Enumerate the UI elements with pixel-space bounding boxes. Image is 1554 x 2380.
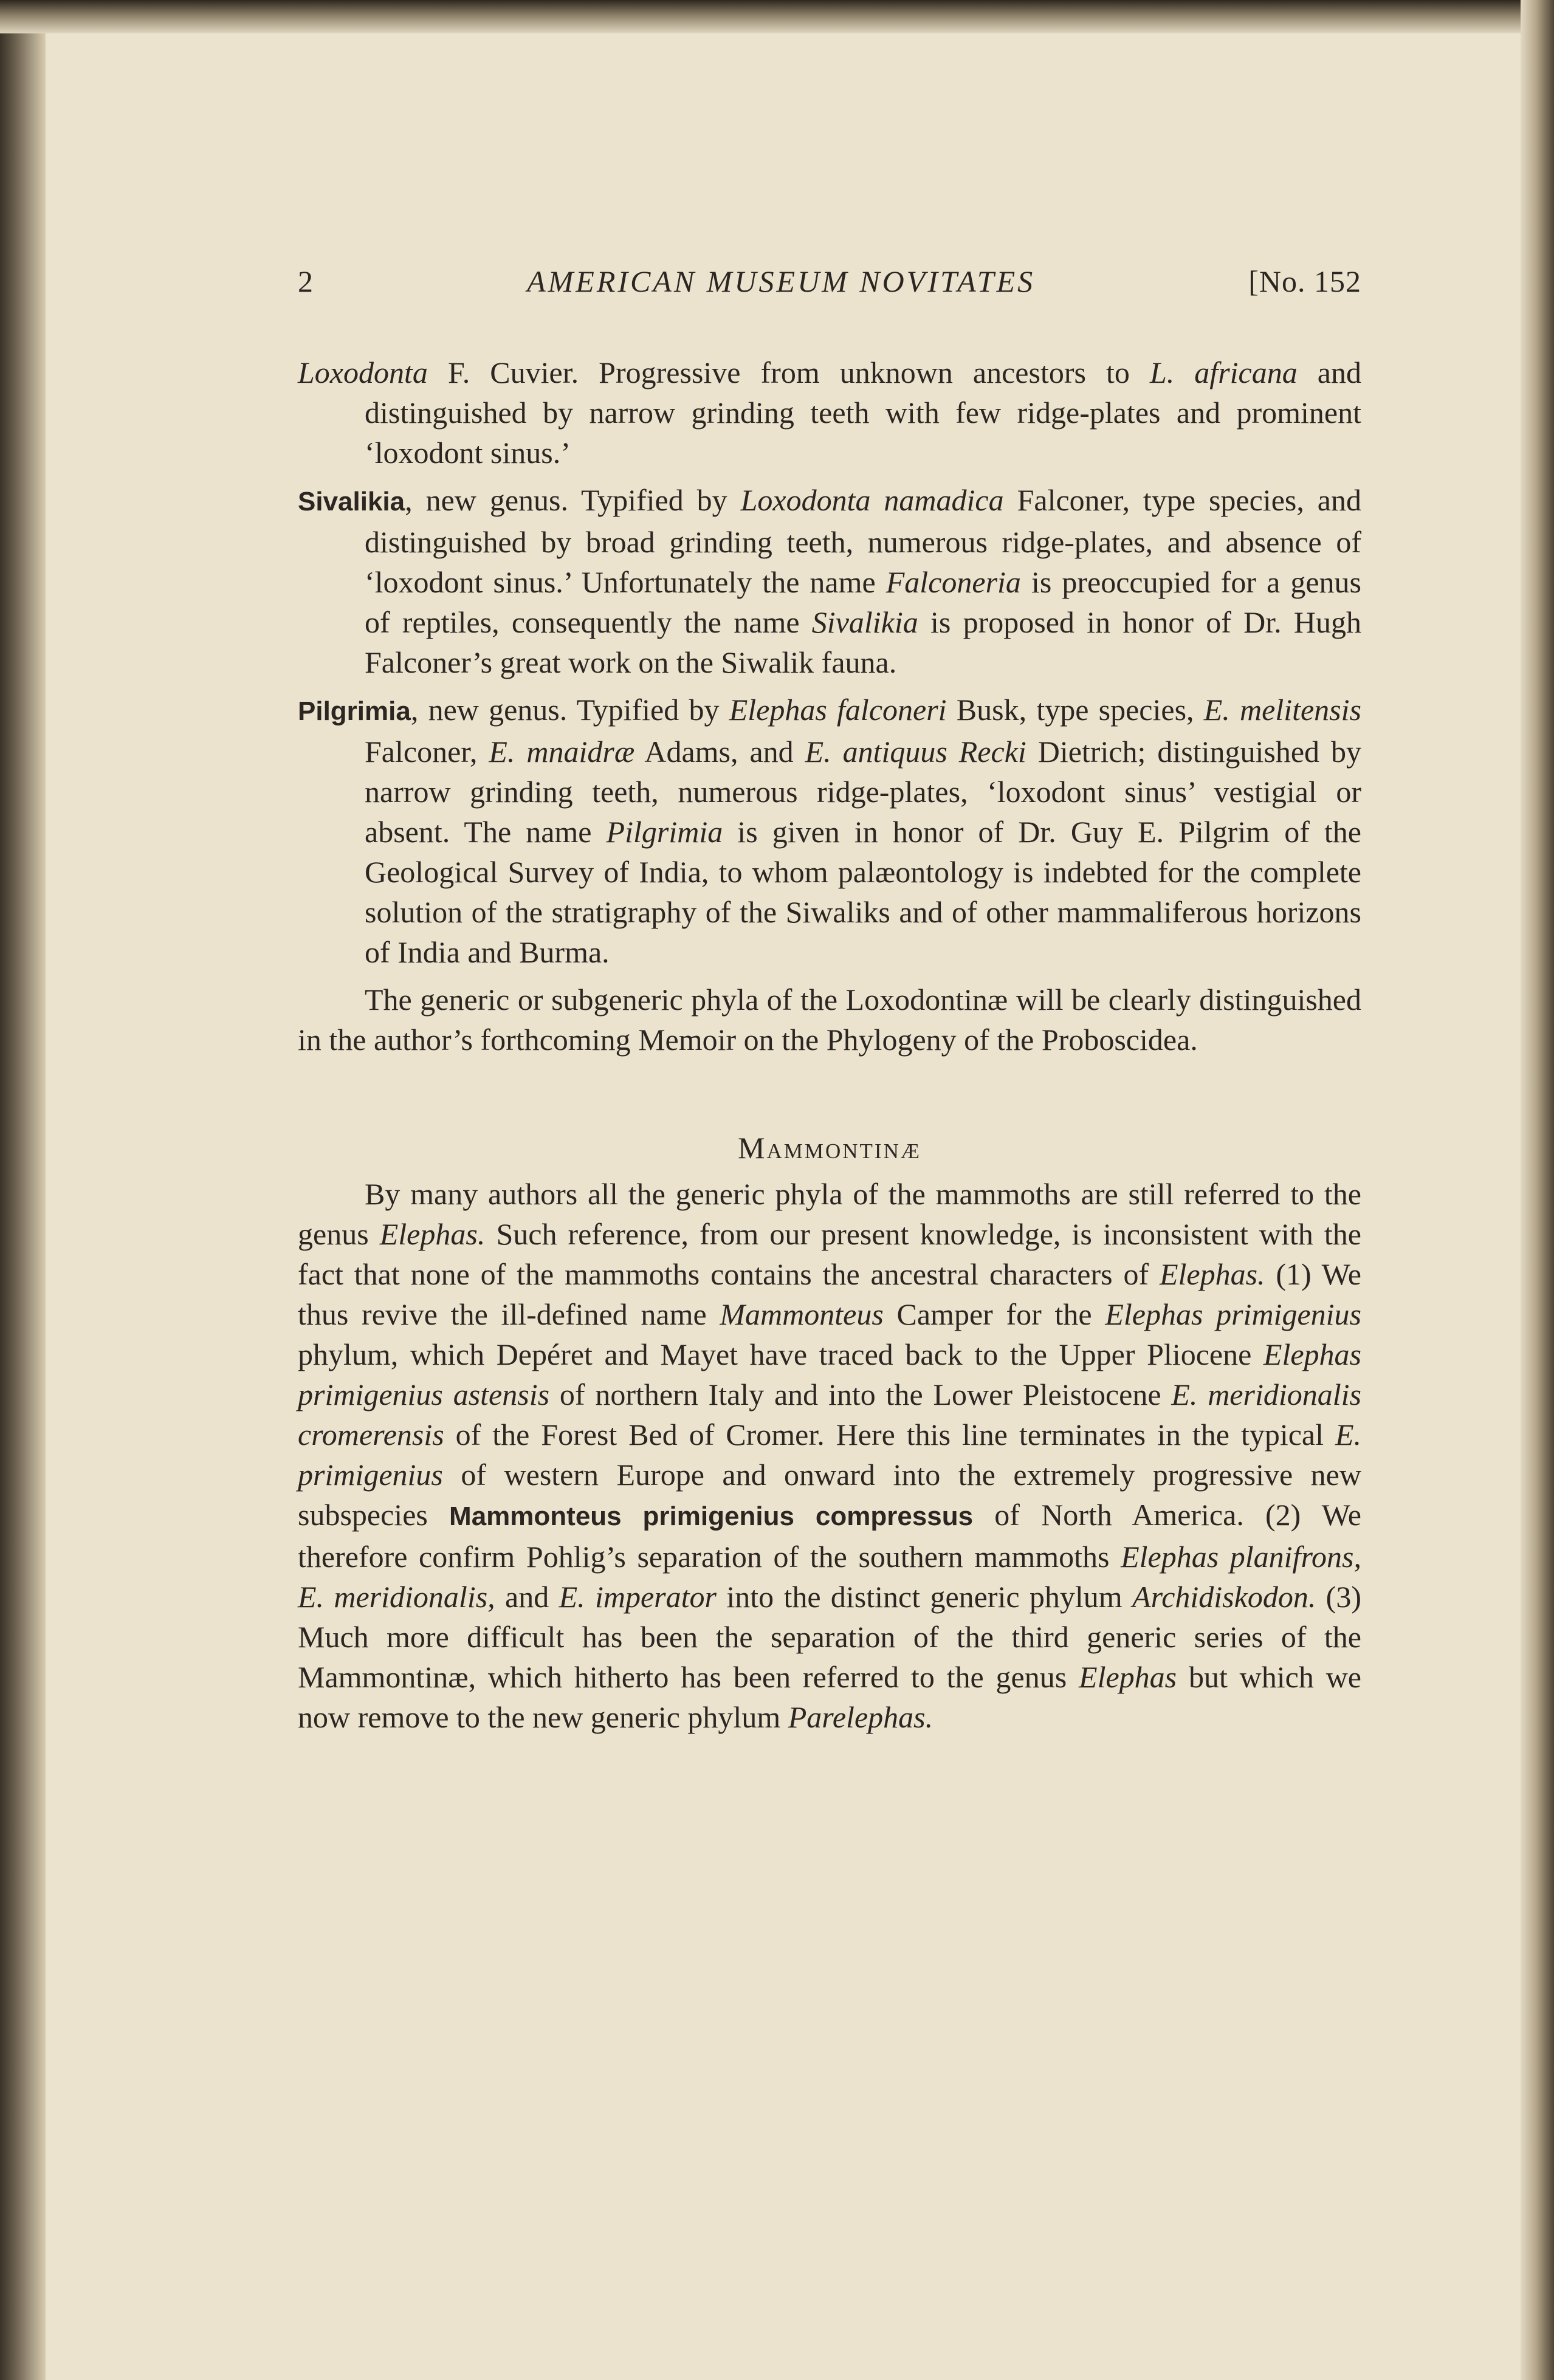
para-text: By many authors all the generic phyla of the mammoths are still referred to the genus [298, 1177, 1361, 1251]
para-text: (3) Much more difficult has been the separation of the third generic series of the Mammontinæ, which hitherto has been referred to the genus [298, 1580, 1361, 1694]
genus-name: Pilgrimia [298, 696, 411, 726]
para-text: of northern Italy and into the Lower Pleistocene [549, 1377, 1172, 1411]
taxon-name: Archidiskodon. [1132, 1580, 1316, 1614]
taxon-name: E. primigenius [298, 1418, 1361, 1492]
new-subspecies-name: Mammonteus primigenius compressus [449, 1501, 974, 1531]
entry-sivalikia [298, 480, 1361, 682]
genus-name: Falconeria [885, 565, 1021, 599]
entry-text: is preoccupied for a genus of reptiles, consequently the name [365, 565, 1361, 639]
entry-text: F. Cuvier. Progressive from unknown ancestors to [427, 355, 1150, 389]
taxon-name: Elephas primigenius astensis [298, 1337, 1361, 1411]
para-text: Camper for the [883, 1297, 1105, 1331]
para-text: of the Forest Bed of Cromer. Here this line terminates in the typical [444, 1418, 1335, 1452]
taxon-name: Elephas primigenius [1105, 1297, 1361, 1331]
page-number: 2 [298, 264, 314, 298]
para-text: (1) We thus revive the ill-defined name [298, 1257, 1361, 1331]
mammontinae-paragraph [298, 1174, 1361, 1737]
entry-text: is given in honor of Dr. Guy E. Pilgrim of the Geological Survey of India, to whom palæontology is indebted for the complete solution of the stratigraphy of the Siwaliks and of other mammaliferous horizons of India and Burma. [365, 815, 1361, 969]
closing-paragraph: The generic or subgeneric phyla of the Loxodontinæ will be clearly distinguished in the author’s forthcoming Memoir on the Phylogeny of the Proboscidea. [298, 983, 1361, 1057]
issue-number: [No. 152 [1248, 264, 1361, 298]
genus-name: Sivalikia [811, 605, 918, 639]
species-name: L. africana [1149, 355, 1298, 389]
para-text: phylum, which Depéret and Mayet have traced back to the Upper Pliocene [298, 1337, 1263, 1371]
entry-text: Busk, type species, [946, 693, 1204, 727]
genus-name: Sivalikia [298, 487, 405, 516]
para-text: but which we now remove to the new generic phylum [298, 1660, 1361, 1734]
para-text: of North America. (2) We therefore confirm Pohlig’s separation of the southern mammoths [298, 1498, 1361, 1574]
species-name: E. melitensis [1203, 693, 1361, 727]
entry-text: Dietrich; distinguished by narrow grinding teeth, numerous ridge-plates, ‘loxodont sinus’ vestigial or absent. The name [365, 735, 1361, 849]
binding-shadow [0, 0, 46, 2380]
section-heading: Mammontinæ [738, 1131, 921, 1165]
entry-text: , new genus. Typified by [405, 483, 741, 517]
entry-text: Falconer, type species, and distinguished by broad grinding teeth, numerous ridge-plates, and absence of ‘loxodont sinus.’ Unfortunately the name [365, 483, 1361, 599]
para-text: of western Europe and onward into the extremely progressive new subspecies [298, 1458, 1361, 1532]
taxon-name: Elephas [1079, 1660, 1177, 1694]
top-edge-shadow [0, 0, 1554, 33]
species-name: E. mnaidræ [489, 735, 635, 769]
entry-text: , new genus. Typified by [410, 693, 729, 727]
species-name: Elephas falconeri [729, 693, 947, 727]
para-text: into the distinct generic phylum [716, 1580, 1133, 1614]
species-name: E. antiquus Recki [805, 735, 1026, 769]
taxon-name: E. imperator [559, 1580, 717, 1614]
entry-text: Falconer, [365, 735, 489, 769]
taxon-name: Elephas. [379, 1217, 486, 1251]
genus-name: Pilgrimia [606, 815, 723, 849]
page-text-block [298, 261, 1361, 1737]
taxon-name: Elephas planifrons, E. meridionalis, [298, 1540, 1361, 1614]
para-text: and [495, 1580, 559, 1614]
running-head [298, 261, 1361, 316]
entry-loxodonta [298, 352, 1361, 473]
entry-text: Adams, and [634, 735, 805, 769]
taxon-name: Mammonteus [720, 1297, 884, 1331]
taxon-name: Parelephas. [788, 1700, 933, 1734]
species-name: Loxodonta namadica [740, 483, 1004, 517]
right-edge-shadow [1521, 0, 1554, 2380]
para-text: Such reference, from our present knowledge, is inconsistent with the fact that none of the mammoths contains the ancestral characters of [298, 1217, 1361, 1291]
genus-name: Loxodonta [298, 355, 428, 389]
journal-title: AMERICAN MUSEUM NOVITATES [527, 264, 1036, 298]
entry-pilgrimia [298, 690, 1361, 972]
entry-text: and distinguished by narrow grinding teeth with few ridge-plates and prominent ‘loxodont sinus.’ [365, 355, 1361, 470]
taxon-name: E. meridionalis cromerensis [298, 1377, 1361, 1452]
taxon-name: Elephas. [1159, 1257, 1265, 1291]
entry-text: is proposed in honor of Dr. Hugh Falconer’s great work on the Siwalik fauna. [365, 605, 1362, 679]
